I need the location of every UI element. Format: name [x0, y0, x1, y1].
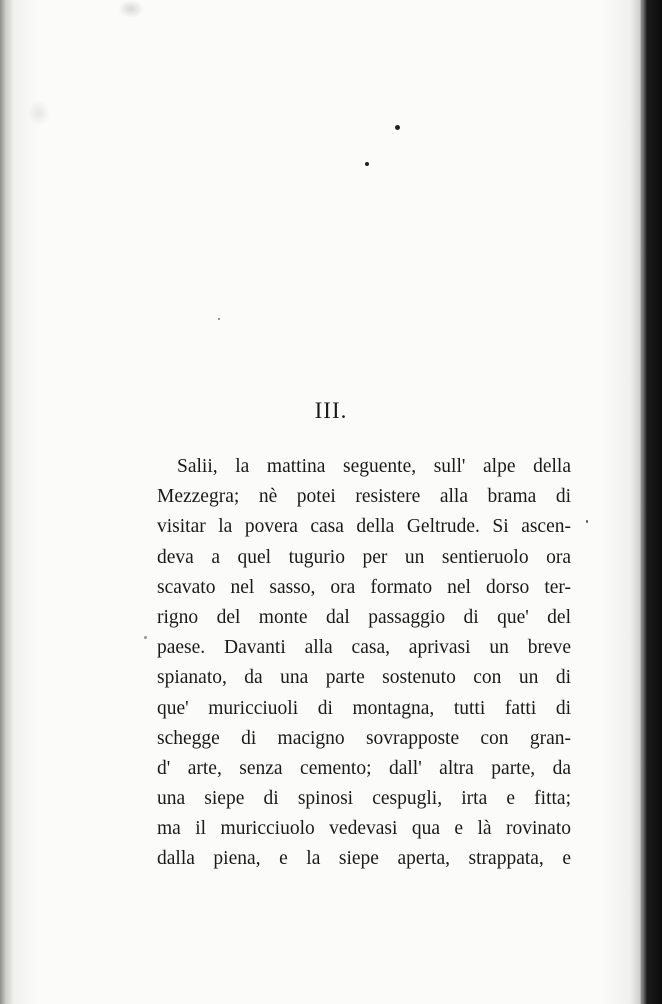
text-line: dalla piena, e la siepe aperta, strappata, e [157, 848, 571, 870]
scan-smudge [118, 0, 144, 18]
text-line: una siepe di spinosi cespugli, irta e fitta; [157, 788, 571, 810]
ink-speck [218, 318, 220, 320]
text-line: Salii, la mattina seguente, sull' alpe della [177, 456, 571, 477]
page-left-edge-shadow [0, 0, 14, 1004]
text-line: schegge di macigno sovrapposte con gran- [157, 727, 571, 749]
text-line: visitar la povera casa della Geltrude. Si ascen- [157, 516, 571, 538]
page-binding-edge [640, 0, 662, 1004]
text-line: ma il muricciuolo vedevasi qua e là rovinato [157, 818, 571, 840]
ink-speck [395, 125, 400, 130]
paragraph [157, 452, 571, 875]
text-line: rigno del monte dal passaggio di que' del [157, 606, 571, 628]
text-line: d' arte, senza cemento; dall' altra parte, da [157, 757, 571, 779]
ink-speck [365, 162, 369, 166]
text-line: scavato nel sasso, ora formato nel dorso ter- [157, 576, 571, 598]
ink-speck [144, 636, 147, 639]
text-line: spianato, da una parte sostenuto con un di [157, 667, 571, 689]
ink-speck [586, 520, 588, 523]
text-line: deva a quel tugurio per un sentieruolo ora [157, 546, 571, 568]
chapter-heading: III. [314, 398, 348, 423]
text-line: paese. Davanti alla casa, aprivasi un breve [157, 637, 571, 659]
scan-smudge [28, 100, 50, 126]
text-line: que' muricciuoli di montagna, tutti fatti di [157, 697, 571, 719]
text-line: Mezzegra; nè potei resistere alla brama di [157, 486, 571, 508]
